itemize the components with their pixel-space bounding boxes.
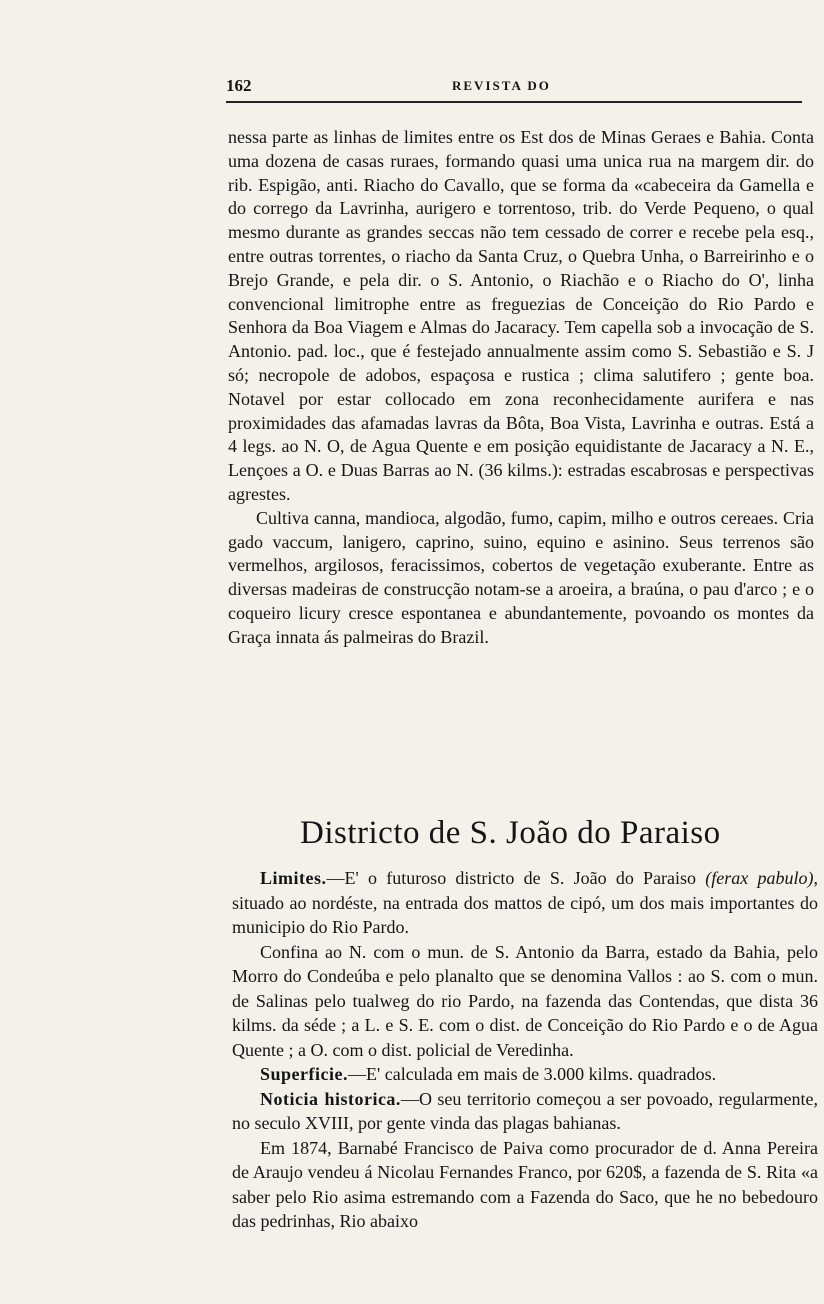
noticia-text: —O seu territorio começou a ser povoado, regularmente, no seculo XVIII, por gente vinda das plagas bahianas. [232,1088,818,1133]
header-rule [226,101,802,105]
paragraph-description: nessa parte as linhas de limites entre os Est dos de Minas Geraes e Bahia. Conta uma dozena de casas ruraes, formando quasi uma unica rua na margem dir. do rib. Espigão, anti. Riacho do Cavallo, que se forma da «cabeceira da Gamella e do corrego da Lavrinha, aurigero e torrentoso, trib. do Verde Pequeno, o qual mesmo durante as grandes seccas não tem cessado de correr e recebe pela esq., entre outras torrentes, o riacho da Santa Cruz, o Quebra Unha, o Barreirinho e o Brejo Grande, e pela dir. o S. Antonio, o Riachão e o Riacho do O', linha convencional limitrophe entre as freguezias de Conceição do Rio Pardo e Senhora da Boa Viagem e Almas do Jacaracy. Tem capella sob a invocação de S. Antonio. pad. loc., que é festejado annualmente assim como S. Sebastião e S. J só; necropole de adobos, espaçosa e rustica ; clima salutifero ; gente boa. Notavel por estar collocado em zona reconhecidamente aurifera e nas proximidades das afamadas lavras da Bôta, Boa Vista, Lavrinha e outras. Está a 4 legs. ao N. O, de Agua Quente e em posição equidistante de Jacaracy a N. E., Lençoes a O. e Duas Barras ao N. (36 kilms.): estradas escabrosas e perspectivas agrestes. [228,127,814,504]
superficie-text: —E' calculada em mais de 3.000 kilms. quadrados. [348,1064,717,1084]
paragraph-superficie [232,1062,818,1087]
running-head: REVISTA DO [452,78,551,93]
paragraph-noticia [232,1087,818,1136]
limites-text-a: —E' o futuroso districto de S. João do Paraiso [326,868,706,888]
paragraph-limites [232,866,818,940]
paragraph-confina: Confina ao N. com o mun. de S. Antonio da Barra, estado da Bahia, pelo Morro do Condeúba e pelo planalto que se denomina Vallos : ao S. com o mun. de Salinas pelo tualweg do rio Pardo, na fazenda das Contendas, que dista 36 kilms. da séde ; a L. e S. E. com o dist. de Conceição do Rio Pardo e o de Agua Quente ; a O. com o dist. policial de Veredinha. [232,941,818,1060]
limites-italic: (ferax pabulo) [705,868,814,888]
page-number: 162 [226,76,252,95]
paragraph-1874: Em 1874, Barnabé Francisco de Paiva como procurador de d. Anna Pereira de Araujo vendeu á Nicolau Fernandes Franco, por 620$, a fazenda de S. Rita «a saber pelo Rio asima estremando com a Fazenda do Saco, que he no bebedouro das pedrinhas, Rio abaixo [232,1137,818,1231]
paragraph-agriculture: Cultiva canna, mandioca, algodão, fumo, capim, milho e outros cereaes. Cria gado vaccum, lanigero, caprino, suino, equino e asinino. Seus terrenos são vermelhos, argilosos, feracissimos, cobertos de vegetação exuberante. Entre as diversas madeiras de construcção notam-se a aroeira, a braúna, o pau d'arco ; e o coqueiro licury cresce espontanea e abundantemente, povoando os montes da Graça innata ás palmeiras do Brazil. [228,507,814,647]
superficie-label: Superficie. [260,1064,348,1084]
section-heading: Districto de S. João do Paraiso [300,815,721,852]
limites-text-b: , situado ao nordéste, na entrada dos mattos de cipó, um dos mais importantes do municipio do Rio Pardo. [232,868,818,937]
section-1-text [228,126,814,650]
page-header [226,76,806,100]
noticia-label: Noticia historica. [260,1088,401,1109]
limites-label: Limites. [260,868,327,888]
section-2-text [232,866,818,1234]
